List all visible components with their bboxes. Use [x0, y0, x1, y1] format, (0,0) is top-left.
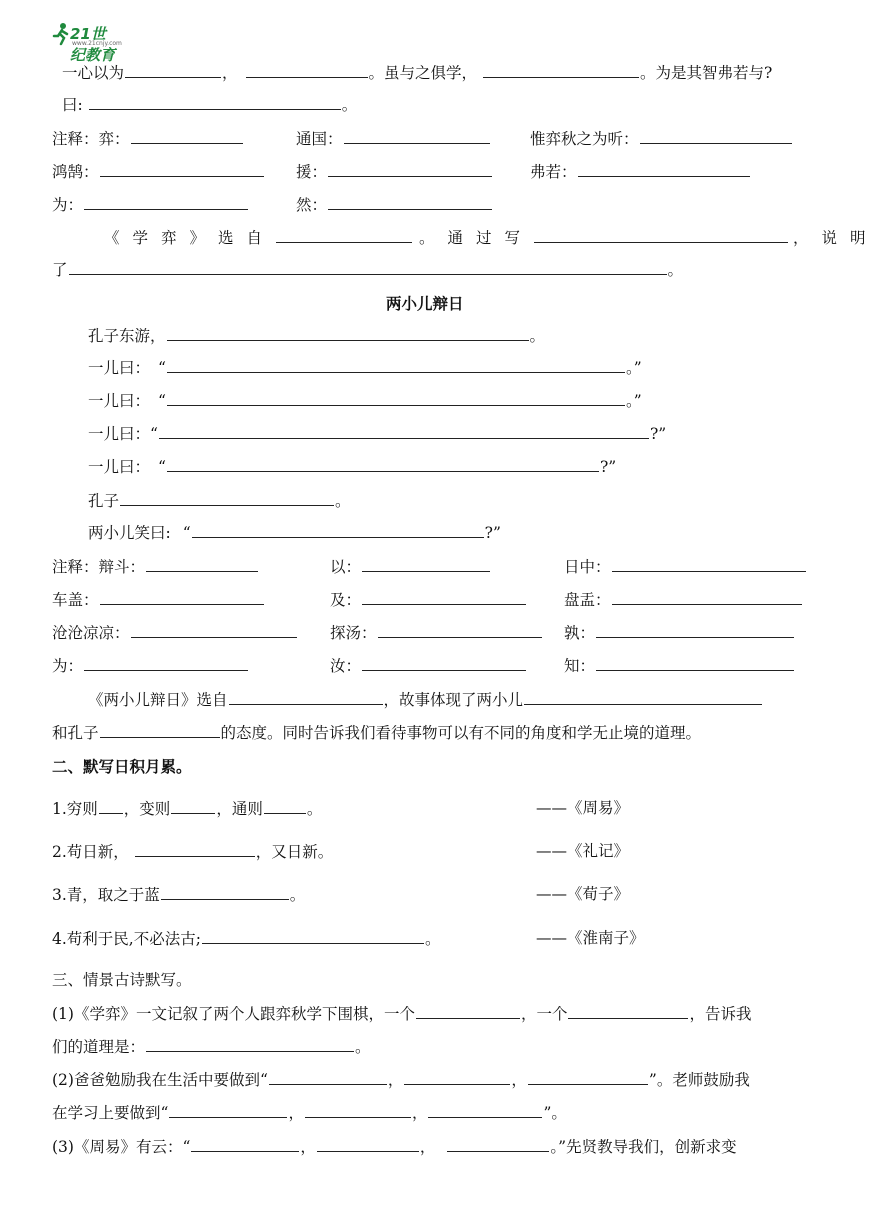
- logo-text: 21世纪教育: [70, 25, 116, 64]
- xueyi-notes-1: 注释：弈：: [52, 128, 244, 149]
- xueyi-source: 《学弈》选自 。通过写 ，说明: [104, 229, 879, 247]
- lxer-title: 两小儿辩日: [386, 295, 464, 313]
- brand-logo: [52, 22, 122, 64]
- runner-icon: [52, 22, 70, 46]
- part3-title: 三、情景古诗默写。: [52, 971, 192, 989]
- logo-sub: www.21cnjy.com: [72, 40, 122, 47]
- part2-title: 二、默写日积月累。: [52, 758, 192, 776]
- xueyi-line-2: 曰: 。: [62, 96, 358, 114]
- xueyi-line-1: 一心以为 ， 。虽与之俱学， 。为是其智弗若与?: [62, 64, 773, 82]
